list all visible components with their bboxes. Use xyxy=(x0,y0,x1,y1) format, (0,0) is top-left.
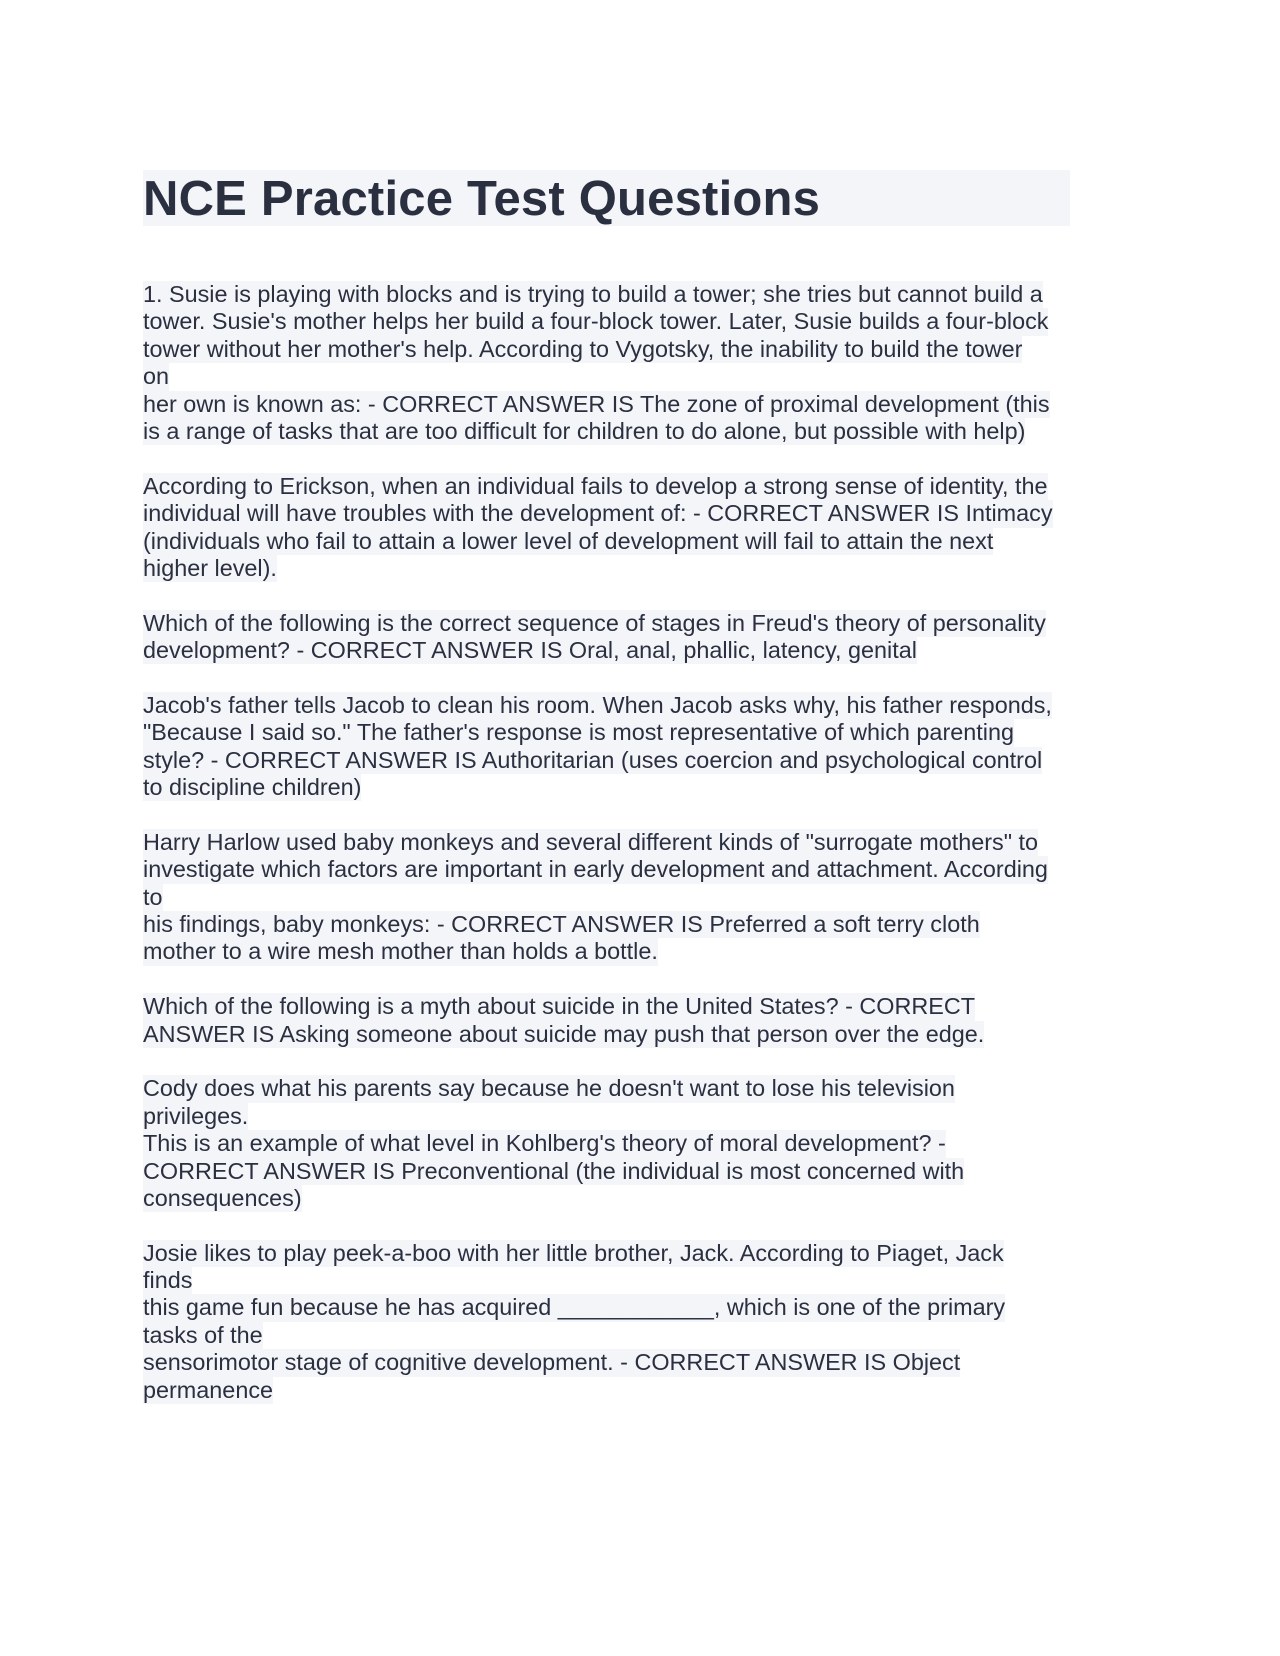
text-line xyxy=(143,1103,1083,1130)
text-line xyxy=(143,281,1083,308)
text-line xyxy=(143,1377,1083,1404)
text-line-content: "Because I said so." The father's response is most representative of which parenting xyxy=(143,719,1014,746)
text-line-content: According to Erickson, when an individual fails to develop a strong sense of identity, the xyxy=(143,472,1048,499)
question-paragraph xyxy=(143,610,1083,665)
text-line xyxy=(143,418,1083,445)
text-line xyxy=(143,747,1083,774)
text-line xyxy=(143,637,1083,664)
document-title-block xyxy=(143,170,1070,226)
question-paragraph xyxy=(143,1075,1083,1212)
text-line xyxy=(143,555,1083,582)
question-paragraph xyxy=(143,829,1083,966)
text-line xyxy=(143,336,1083,363)
text-line xyxy=(143,774,1083,801)
text-line xyxy=(143,391,1083,418)
text-line-content: is a range of tasks that are too difficult for children to do alone, but possible with help) xyxy=(143,417,1026,444)
text-line-content: privileges. xyxy=(143,1102,249,1129)
text-line xyxy=(143,856,1083,883)
text-line-content: 1. Susie is playing with blocks and is trying to build a tower; she tries but cannot build a xyxy=(143,281,1043,307)
text-line-content: his findings, baby monkeys: - CORRECT ANSWER IS Preferred a soft terry cloth xyxy=(143,910,980,937)
text-line-content: permanence xyxy=(143,1376,274,1403)
text-line-content: Which of the following is a myth about suicide in the United States? - CORRECT xyxy=(143,993,976,1020)
document-title: NCE Practice Test Questions xyxy=(143,172,821,226)
text-line-content: this game fun because he has acquired ____________, which is one of the primary xyxy=(143,1294,1006,1321)
question-paragraph xyxy=(143,1240,1083,1404)
text-line xyxy=(143,911,1083,938)
question-paragraph xyxy=(143,993,1083,1048)
text-line xyxy=(143,1185,1083,1212)
text-line-content: (individuals who fail to attain a lower level of development will fail to attain the next xyxy=(143,527,994,554)
text-line-content: her own is known as: - CORRECT ANSWER IS The zone of proximal development (this xyxy=(143,390,1050,417)
text-line-content: tower without her mother's help. According to Vygotsky, the inability to build the tower xyxy=(143,335,1023,362)
text-line xyxy=(143,993,1083,1020)
text-line-content: finds xyxy=(143,1267,193,1294)
text-line-content: consequences) xyxy=(143,1184,302,1211)
text-line-content: This is an example of what level in Kohlberg's theory of moral development? - xyxy=(143,1130,946,1157)
text-line-content: Jacob's father tells Jacob to clean his room. When Jacob asks why, his father responds, xyxy=(143,691,1052,718)
text-line-content: development? - CORRECT ANSWER IS Oral, anal, phallic, latency, genital xyxy=(143,637,917,664)
text-line-content: investigate which factors are important in early development and attachment. According xyxy=(143,856,1048,883)
text-line-content: tower. Susie's mother helps her build a four-block tower. Later, Susie builds a four-block xyxy=(143,308,1049,335)
text-line xyxy=(143,1130,1083,1157)
text-line xyxy=(143,1294,1083,1321)
text-line-content: ANSWER IS Asking someone about suicide may push that person over the edge. xyxy=(143,1020,985,1047)
text-line-content: Which of the following is the correct sequence of stages in Freud's theory of personality xyxy=(143,609,1046,636)
text-line xyxy=(143,938,1083,965)
text-line xyxy=(143,719,1083,746)
text-line xyxy=(143,308,1083,335)
text-line xyxy=(143,528,1083,555)
text-line-content: individual will have troubles with the development of: - CORRECT ANSWER IS Intimacy xyxy=(143,500,1053,527)
text-line xyxy=(143,500,1083,527)
text-line-content: Josie likes to play peek-a-boo with her little brother, Jack. According to Piaget, Jack xyxy=(143,1239,1004,1266)
text-line xyxy=(143,1158,1083,1185)
text-line xyxy=(143,884,1083,911)
text-line xyxy=(143,473,1083,500)
text-line xyxy=(143,1322,1083,1349)
text-line xyxy=(143,1075,1083,1102)
text-line xyxy=(143,1021,1083,1048)
text-line-content: on xyxy=(143,363,170,390)
text-line-content: sensorimotor stage of cognitive development. - CORRECT ANSWER IS Object xyxy=(143,1349,961,1376)
text-line-content: tasks of the xyxy=(143,1321,263,1348)
text-line xyxy=(143,610,1083,637)
question-paragraph xyxy=(143,692,1083,802)
text-line xyxy=(143,363,1083,390)
text-line xyxy=(143,692,1083,719)
text-line-content: mother to a wire mesh mother than holds a bottle. xyxy=(143,938,658,965)
text-line-content: to xyxy=(143,883,163,910)
text-line-content: to discipline children) xyxy=(143,774,362,801)
text-line xyxy=(143,1349,1083,1376)
text-line xyxy=(143,829,1083,856)
question-paragraph xyxy=(143,281,1083,445)
text-line-content: higher level). xyxy=(143,554,277,581)
text-line-content: style? - CORRECT ANSWER IS Authoritarian (uses coercion and psychological control xyxy=(143,746,1043,773)
text-line-content: Harry Harlow used baby monkeys and several different kinds of "surrogate mothers" to xyxy=(143,828,1039,855)
question-paragraph xyxy=(143,473,1083,583)
document-body xyxy=(143,281,1083,1431)
text-line xyxy=(143,1240,1083,1267)
text-line-content: Cody does what his parents say because he doesn't want to lose his television xyxy=(143,1075,955,1102)
text-line xyxy=(143,1267,1083,1294)
text-line-content: CORRECT ANSWER IS Preconventional (the individual is most concerned with xyxy=(143,1157,965,1184)
